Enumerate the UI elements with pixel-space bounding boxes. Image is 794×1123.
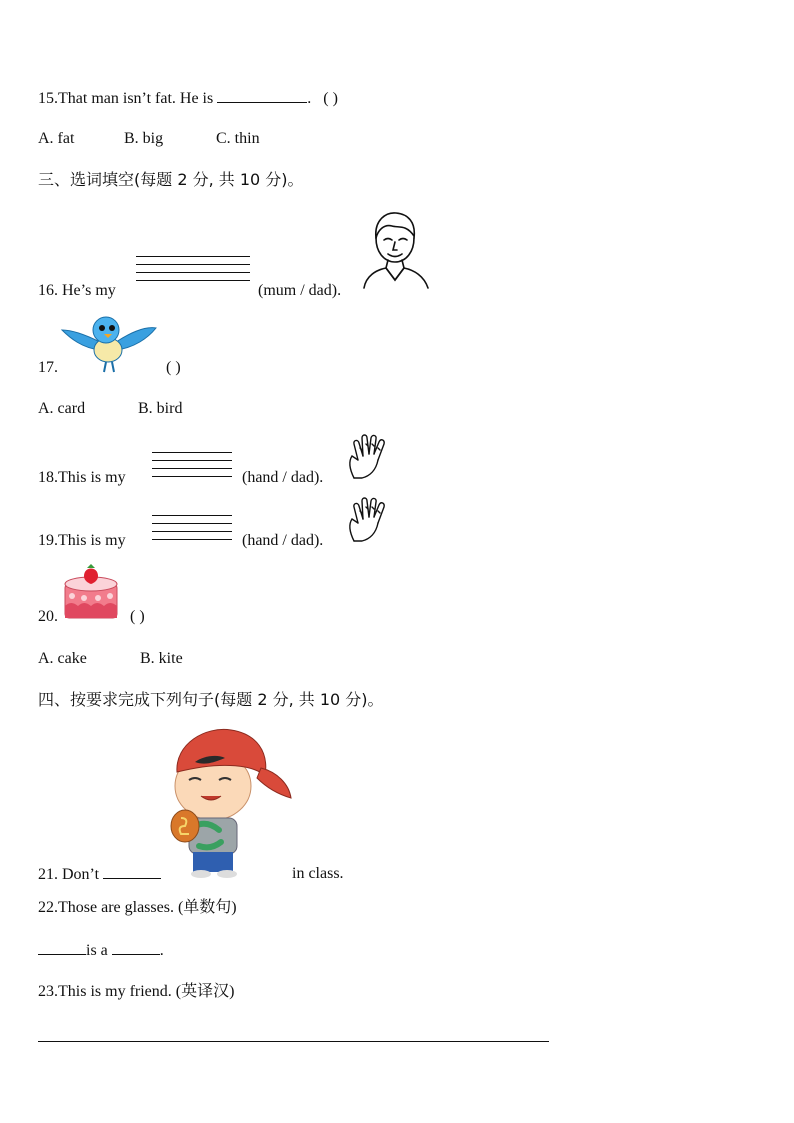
answer-mid: is a — [86, 942, 108, 959]
question-20-number: 20. — [38, 608, 58, 625]
question-17-number: 17. — [38, 359, 58, 376]
strawberry-cake-icon — [62, 562, 120, 622]
question-20-option-b: B. kite — [140, 650, 183, 667]
question-17-option-b: B. bird — [138, 400, 183, 417]
question-18-choices: (hand / dad). — [242, 469, 324, 486]
writing-lines[interactable] — [152, 515, 232, 547]
answer-blank[interactable] — [112, 940, 160, 955]
question-20-option-a: A. cake — [38, 650, 87, 667]
section-3-title: 三、选词填空(每题 2 分, 共 10 分)。 — [38, 170, 304, 189]
question-15-option-c: C. thin — [216, 130, 260, 147]
question-19-choices: (hand / dad). — [242, 532, 324, 549]
hand-icon — [344, 432, 390, 480]
question-15-option-a: A. fat — [38, 130, 75, 147]
answer-line[interactable] — [38, 1041, 549, 1042]
question-17-option-a: A. card — [38, 400, 86, 417]
question-16-choices: (mum / dad). — [258, 282, 342, 299]
section-4-title: 四、按要求完成下列句子(每题 2 分, 共 10 分)。 — [38, 690, 384, 709]
question-22-text: 22.Those are glasses. (单数句) — [38, 899, 237, 916]
question-15 — [38, 88, 338, 109]
answer-paren[interactable]: ( ) — [323, 90, 338, 107]
question-22-answer — [38, 940, 164, 961]
writing-lines[interactable] — [152, 452, 232, 484]
answer-blank[interactable] — [103, 864, 161, 879]
question-21-after: in class. — [292, 865, 344, 882]
question-18-text: 18.This is my — [38, 469, 126, 486]
answer-paren[interactable]: ( ) — [166, 359, 181, 376]
blue-bird-icon — [60, 312, 158, 376]
question-15-text: 15.That man isn’t fat. He is — [38, 90, 214, 107]
question-21 — [38, 864, 161, 885]
boy-eating-icon — [165, 722, 295, 880]
man-face-icon — [362, 210, 430, 290]
period: . — [159, 942, 164, 959]
question-16-text: 16. He’s my — [38, 282, 116, 299]
answer-blank[interactable] — [217, 88, 307, 103]
answer-blank[interactable] — [38, 940, 86, 955]
writing-lines[interactable] — [136, 256, 250, 288]
hand-icon — [344, 495, 390, 543]
question-19-text: 19.This is my — [38, 532, 126, 549]
question-15-option-b: B. big — [124, 130, 164, 147]
period: . — [307, 90, 312, 107]
question-23-text: 23.This is my friend. (英译汉) — [38, 983, 235, 1000]
answer-paren[interactable]: ( ) — [130, 608, 145, 625]
question-21-text: 21. Don’t — [38, 866, 100, 883]
